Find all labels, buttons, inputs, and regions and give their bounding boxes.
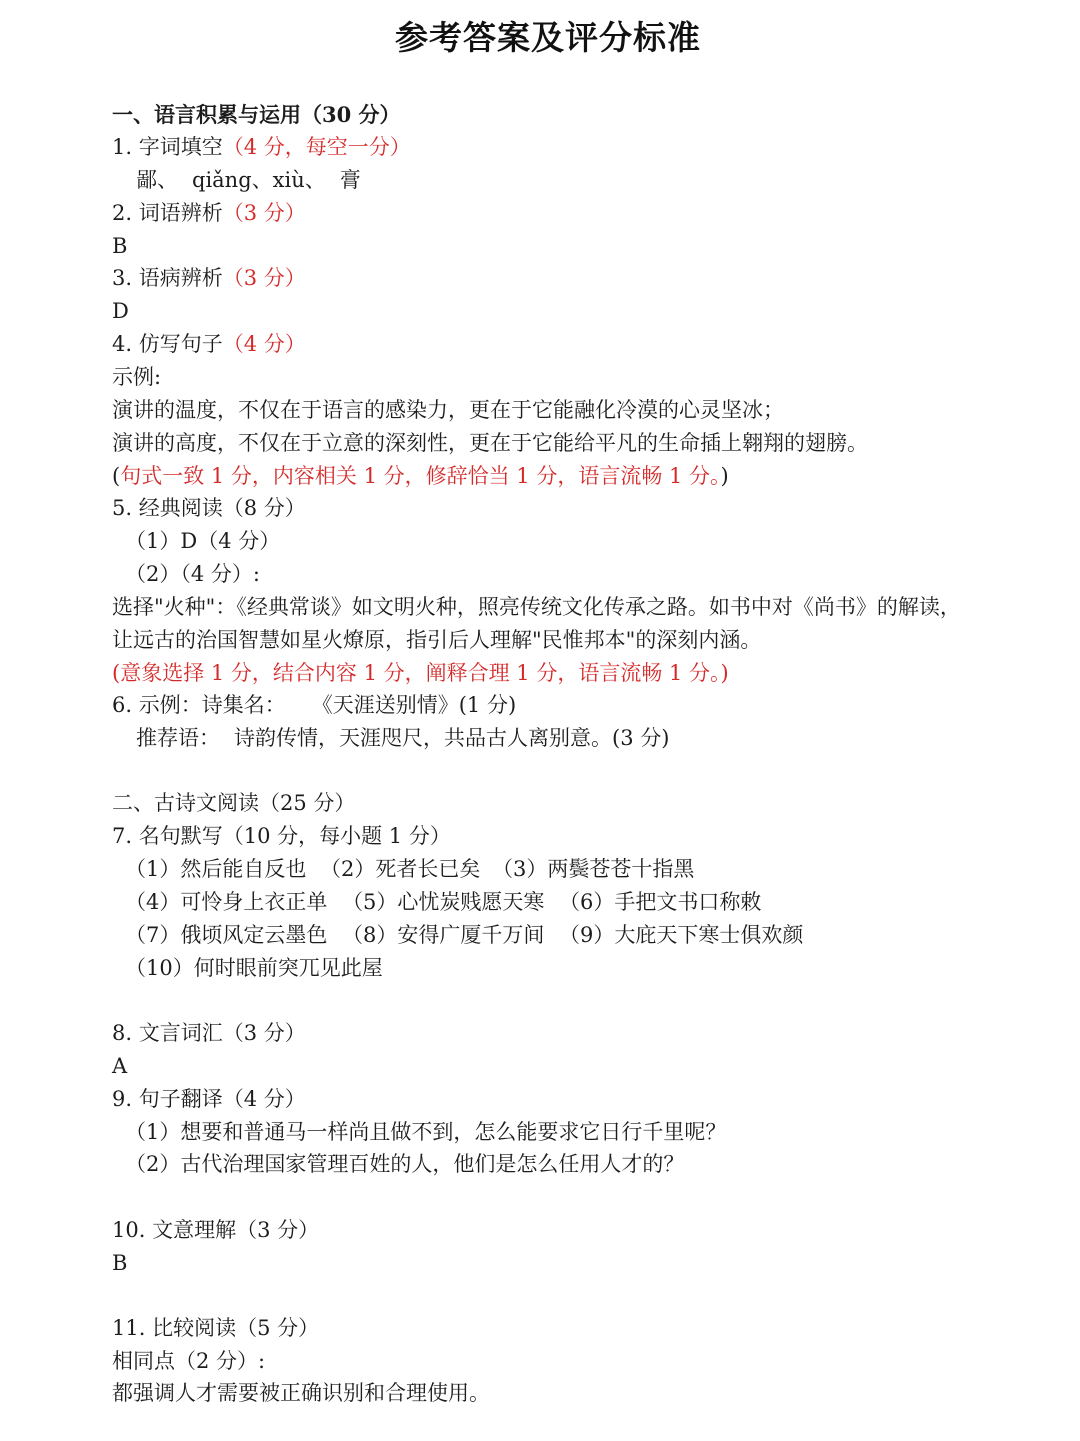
q6-name: 《天涯送别情》(1 分) [311,693,517,717]
q5-rubric: (意象选择 1 分，结合内容 1 分，阐释合理 1 分，语言流畅 1 分。) [112,661,729,685]
q6-line [112,689,516,722]
section-2-heading: 二、古诗文阅读（25 分） [112,791,356,815]
q1-line [112,131,411,164]
q2-answer: B [112,234,128,258]
q4-example-line-2: 演讲的高度，不仅在于立意的深刻性，更在于它能给平凡的生命插上翱翔的翅膀。 [112,431,868,455]
q1-answer-3: 、xiù、 [251,168,326,192]
q11-label: 11. 比较阅读（5 分） [112,1316,320,1340]
q4-rubric-open: ( [112,464,121,488]
q10-label: 10. 文意理解（3 分） [112,1218,320,1242]
q6-recommend-label: 推荐语： [136,726,220,750]
q4-label: 4. 仿写句子 [112,332,223,356]
q7-item-8: （8）安得广厦千万间 [342,923,545,947]
q4-example-label: 示例: [112,365,162,389]
q6-label: 6. 示例：诗集名： [112,693,286,717]
q7-item-10: （10）何时眼前突兀见此屋 [125,956,383,980]
section-1-heading: 一、语言积累与运用（30 分） [112,102,401,127]
q2-score: （3 分） [222,201,306,225]
q1-score: （4 分，每空一分） [222,135,411,159]
q3-score: （3 分） [222,266,306,290]
q8-label: 8. 文言词汇（3 分） [112,1021,306,1045]
q9-label: 9. 句子翻译（4 分） [112,1087,306,1111]
q5-answer-line-2: 让远古的治国智慧如星火燎原，指引后人理解"民惟邦本"的深刻内涵。 [112,628,762,652]
q4-score: （4 分） [222,332,306,356]
q4-line [112,328,306,361]
q1-answer-2: qiǎng [192,168,252,192]
q4-rubric [112,460,729,493]
q4-rubric-text: 句式一致 1 分，内容相关 1 分，修辞恰当 1 分，语言流畅 1 分。 [120,464,721,488]
q3-answer: D [112,299,129,323]
q11-same-label: 相同点（2 分）: [112,1349,266,1373]
q7-item-6: （6）手把文书口称敕 [559,890,762,914]
q5-label: 5. 经典阅读（8 分） [112,496,306,520]
q4-rubric-close: ) [720,464,729,488]
q7-item-7: （7）俄顷风定云墨色 [125,923,328,947]
q7-item-3: （3）两鬓苍苍十指黑 [492,857,695,881]
q5-answer-line-1: 选择"火种"：《经典常谈》如文明火种，照亮传统文化传承之路。如书中对《尚书》的解读， [112,595,961,619]
q7-label: 7. 名句默写（10 分，每小题 1 分） [112,824,451,848]
q7-row-1 [125,853,694,886]
q7-item-9: （9）大庇天下寒士俱欢颜 [559,923,804,947]
q7-row-4 [125,952,383,985]
q6-recommend-text: 诗韵传情，天涯咫尺，共品古人离别意。(3 分) [234,726,670,750]
q10-answer: B [112,1251,128,1275]
q7-row-2 [125,886,761,919]
q1-label: 1. 字词填空 [112,135,223,159]
q1-answer-4: 膏 [339,168,361,192]
q2-label: 2. 词语辨析 [112,201,223,225]
q5-sub-2: （2）（4 分）: [125,562,260,586]
q9-sub-1: （1）想要和普通马一样尚且做不到，怎么能要求它日行千里呢？ [125,1120,727,1144]
q7-item-1: （1）然后能自反也 [125,857,307,881]
q5-sub-1: （1）D（4 分） [125,529,281,553]
q1-answers [136,164,361,197]
q9-sub-2: （2）古代治理国家管理百姓的人，他们是怎么任用人才的？ [125,1152,685,1176]
q11-same-text: 都强调人才需要被正确识别和合理使用。 [112,1381,490,1405]
q2-line [112,197,306,230]
q3-label: 3. 语病辨析 [112,266,223,290]
q6-recommend-line [136,722,669,755]
q7-item-2: （2）死者长已矣 [320,857,481,881]
q7-row-3 [125,919,803,952]
q8-answer: A [112,1054,128,1078]
q3-line [112,262,306,295]
page-title: 参考答案及评分标准 [395,18,701,57]
q7-item-5: （5）心忧炭贱愿天寒 [342,890,545,914]
q4-example-line-1: 演讲的温度，不仅在于语言的感染力，更在于它能融化冷漠的心灵坚冰； [112,398,784,422]
q1-answer-1: 鄙、 [136,168,178,192]
q7-item-4: （4）可怜身上衣正单 [125,890,328,914]
